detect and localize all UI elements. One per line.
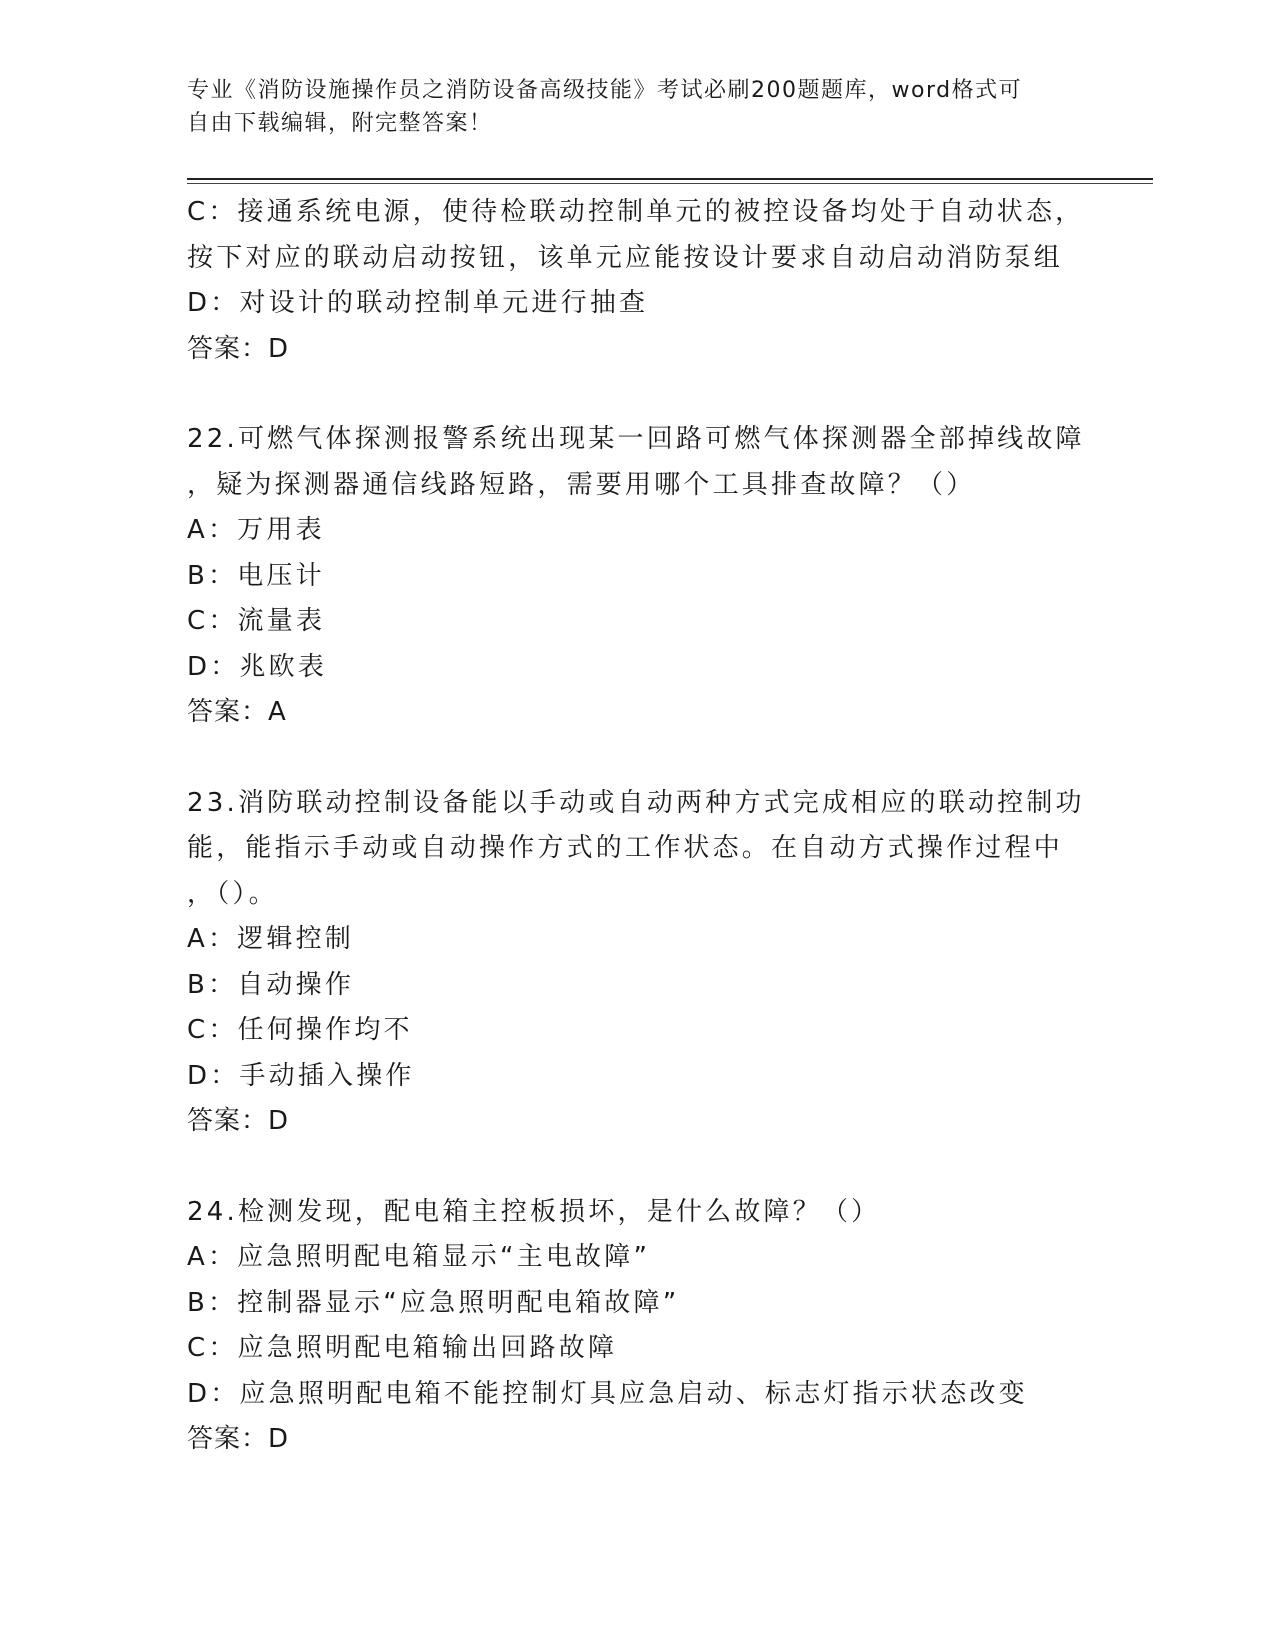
question-stem-line-3: ，（）。 [187,878,278,909]
spacer [187,372,1147,417]
option-a: A：万用表 [187,515,325,545]
option-c: C：流量表 [187,606,326,636]
option-a: A：应急照明配电箱显示“主电故障” [187,1242,651,1272]
option-b: B：电压计 [187,560,325,591]
option-d: D：手动插入操作 [187,1060,415,1091]
option-c: C：任何操作均不 [187,1015,413,1045]
header-divider-thin [187,183,1153,184]
option-a: A：逻辑控制 [187,924,354,954]
spacer [187,736,1147,781]
header-divider-thick [187,178,1153,180]
answer: 答案：D [187,333,290,364]
question-stem-line-2: 能，能指示手动或自动操作方式的工作状态。在自动方式操作过程中 [187,833,1064,863]
answer: 答案：A [187,697,287,727]
option-c: C：应急照明配电箱输出回路故障 [187,1333,618,1363]
header-line-2: 自由下载编辑，附完整答案！ [187,111,493,136]
answer: 答案：D [187,1106,290,1136]
option-d: D：应急照明配电箱不能控制灯具应急启动、标志灯指示状态改变 [187,1378,1028,1409]
document-header [187,74,1067,140]
question-21-continued [187,190,1147,372]
document-body [187,190,1147,1463]
answer: 答案：D [187,1424,290,1454]
option-b: B：自动操作 [187,969,355,1000]
question-24 [187,1190,1147,1463]
question-23 [187,781,1147,1145]
header-line-1: 专业《消防设施操作员之消防设备高级技能》考试必刷200题题库，word格式可 [187,78,1023,103]
question-22 [187,417,1147,736]
spacer [187,1145,1147,1190]
question-stem-line-1: 22.可燃气体探测报警系统出现某一回路可燃气体探测器全部掉线故障 [187,424,1085,454]
option-c-line-1: C：接通系统电源，使待检联动控制单元的被控设备均处于自动状态， [187,197,1085,227]
option-c-line-2: 按下对应的联动启动按钮，该单元应能按设计要求自动启动消防泵组 [187,242,1064,273]
question-stem-line-2: ，疑为探测器通信线路短路，需要用哪个工具排查故障？（） [187,469,976,500]
question-stem-line-1: 24.检测发现，配电箱主控板损坏，是什么故障？（） [187,1196,881,1227]
option-d: D：对设计的联动控制单元进行抽查 [187,288,649,318]
option-b: B：控制器显示“应急照明配电箱故障” [187,1287,680,1318]
question-stem-line-1: 23.消防联动控制设备能以手动或自动两种方式完成相应的联动控制功 [187,787,1085,818]
option-d: D：兆欧表 [187,651,328,682]
